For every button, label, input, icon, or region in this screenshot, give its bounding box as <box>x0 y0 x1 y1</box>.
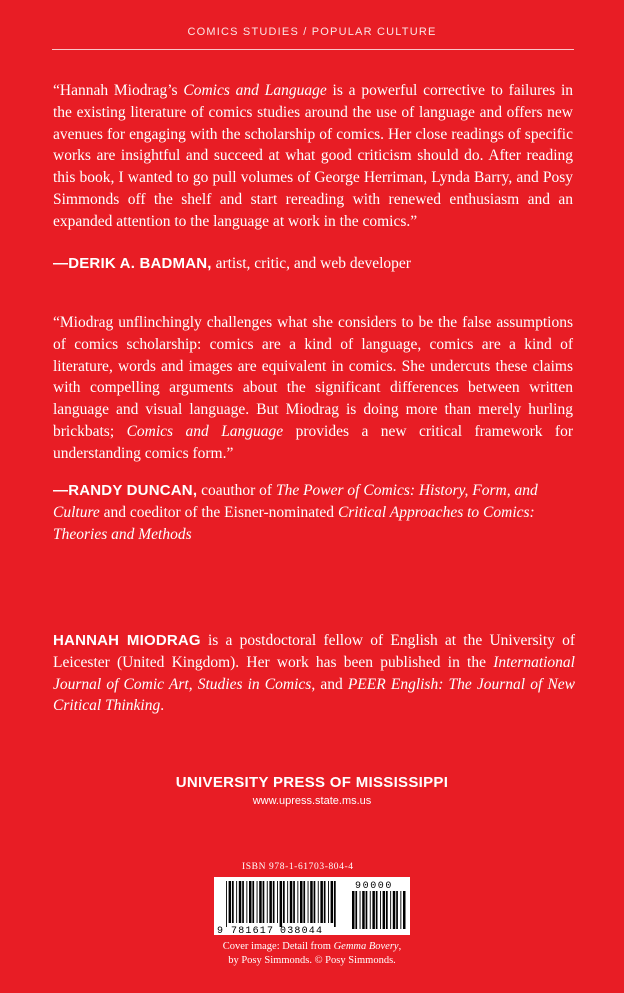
blurb-duncan-tail: provides a new critical framework for understanding comics form.” <box>53 422 573 462</box>
publisher-url[interactable]: www.upress.state.ms.us <box>252 795 372 807</box>
barcode-bar <box>310 881 313 923</box>
barcode-bar <box>390 891 391 929</box>
barcode-bar <box>293 881 295 923</box>
barcode-bar <box>366 891 368 929</box>
barcode-bar <box>303 881 305 923</box>
barcode-bar <box>249 881 252 923</box>
cover-credit-line2: by Posy Simmonds. © Posy Simmonds. <box>228 955 396 966</box>
blurb-duncan-body: “Miodrag unflinchingly challenges what she considers to be the false assumptions of comics scholarship: comics are a kind of language, comics are a kind of literature, words and images are equivalent in comics. She undercuts these claims with compelling arguments about the significant differences between written language and visual language. But Miodrag is doing more than merely hurling brickbats; <box>53 314 573 440</box>
isbn-label: ISBN 978-1-61703-804-4 <box>242 862 354 872</box>
book-critical-approaches: Critical Approaches to Comics: Theories and Methods <box>53 503 535 543</box>
bio-end: . <box>160 697 165 715</box>
bio-journal-a: International Journal of Comic Art <box>53 653 575 693</box>
barcode-bar <box>396 891 398 929</box>
blurb-badman-body: is a powerful corrective to failures in the existing literature of comics studies around the use of language and offers new avenues for engaging with the scholarship of comics. Her close readings of specific works are insightful and succeed at what good criticism should do. After reading this book, I wanted to go pull volumes of George Herriman, Lynda Barry, and Posy Simmonds off the shelf and start rereading with renewed enthusiasm and an expanded attention to the language at work in the comics.” <box>53 82 573 230</box>
publisher-name: UNIVERSITY PRESS OF MISSISSIPPI <box>175 774 449 791</box>
cover-credit <box>0 940 624 968</box>
author-bio <box>53 630 575 717</box>
ean-right-digits: 038044 <box>280 926 324 935</box>
addon-bars <box>352 891 406 929</box>
bio-sep-b: , and <box>311 675 348 693</box>
barcode-bar <box>290 881 293 923</box>
barcode-bar <box>318 881 319 923</box>
barcode-bar <box>226 881 227 927</box>
blurb-duncan-title: Comics and Language <box>126 422 284 440</box>
barcode <box>214 877 410 935</box>
role-badman: artist, critic, and web developer <box>211 255 411 272</box>
ean-bars <box>226 881 336 927</box>
barcode-bar <box>314 881 316 923</box>
cover-credit-title: Gemma Bovery <box>333 941 399 952</box>
barcode-bar <box>320 881 323 923</box>
barcode-bar <box>232 881 234 923</box>
ean-first-digit: 9 <box>217 926 224 935</box>
barcode-bar <box>308 881 309 923</box>
barcode-bar <box>239 881 242 923</box>
author-badman: —DERIK A. BADMAN, <box>53 255 212 272</box>
barcode-bar <box>400 891 401 929</box>
bio-journal-c: PEER English: The Journal of New Critical Thinking <box>53 675 575 715</box>
barcode-bar <box>372 891 375 929</box>
barcode-bar <box>380 891 381 929</box>
bio-name: HANNAH MIODRAG <box>53 632 201 649</box>
cover-credit-line1 <box>0 940 624 954</box>
barcode-bar <box>355 891 357 929</box>
barcode-bar <box>236 881 237 923</box>
barcode-bar <box>297 881 298 923</box>
category-label: COMICS STUDIES / POPULAR CULTURE <box>187 26 437 38</box>
barcode-bar <box>283 881 285 923</box>
barcode-bar <box>277 881 278 923</box>
barcode-bar <box>229 881 232 923</box>
cover-credit-prefix: Cover image: Detail from <box>222 941 334 952</box>
barcode-bar <box>393 891 396 929</box>
barcode-bar <box>300 881 303 923</box>
barcode-bar <box>360 891 361 929</box>
barcode-bar <box>352 891 355 929</box>
blurb-badman <box>53 80 573 233</box>
role-duncan-b: and coeditor of the Eisner-nominated <box>99 503 338 521</box>
header-divider <box>52 49 574 50</box>
barcode-bar <box>263 881 265 923</box>
barcode-bar <box>362 891 365 929</box>
barcode-bar <box>324 881 326 923</box>
publisher-block <box>0 774 624 807</box>
attribution-duncan <box>53 480 575 545</box>
blurb-duncan <box>53 312 573 465</box>
bio-text: is a postdoctoral fellow of English at the University of Leicester (United Kingdom). Her work has been published in the <box>53 632 575 671</box>
barcode-bar <box>280 881 283 927</box>
barcode-bar <box>328 881 329 923</box>
barcode-bar <box>269 881 272 923</box>
barcode-bar <box>331 881 334 923</box>
ean-left-digits: 781617 <box>231 926 275 935</box>
barcode-bar <box>403 891 406 929</box>
price-code: 90000 <box>355 881 394 892</box>
barcode-bar <box>259 881 262 923</box>
barcode-bar <box>370 891 371 929</box>
bio-sep-a: , <box>188 675 198 693</box>
blurb-badman-title: Comics and Language <box>183 82 327 99</box>
author-duncan: —RANDY DUNCAN, <box>53 482 198 499</box>
blurb-badman-open: “Hannah Miodrag’s <box>53 82 184 99</box>
barcode-bar <box>246 881 247 923</box>
barcode-svg <box>214 877 410 935</box>
barcode-bar <box>287 881 288 923</box>
barcode-bar <box>242 881 244 923</box>
role-duncan-a: coauthor of <box>197 482 276 499</box>
barcode-bar <box>386 891 388 929</box>
book-power-of-comics: The Power of Comics: History, Form, and Culture <box>53 482 538 521</box>
barcode-bar <box>273 881 275 923</box>
barcode-bar <box>267 881 268 923</box>
barcode-bar <box>376 891 378 929</box>
cover-credit-comma: , <box>398 941 402 952</box>
attribution-badman <box>53 253 575 275</box>
barcode-bar <box>257 881 258 923</box>
bio-journal-b: Studies in Comics <box>197 675 312 693</box>
barcode-bar <box>383 891 386 929</box>
barcode-bar <box>252 881 254 923</box>
barcode-bar <box>334 881 336 927</box>
